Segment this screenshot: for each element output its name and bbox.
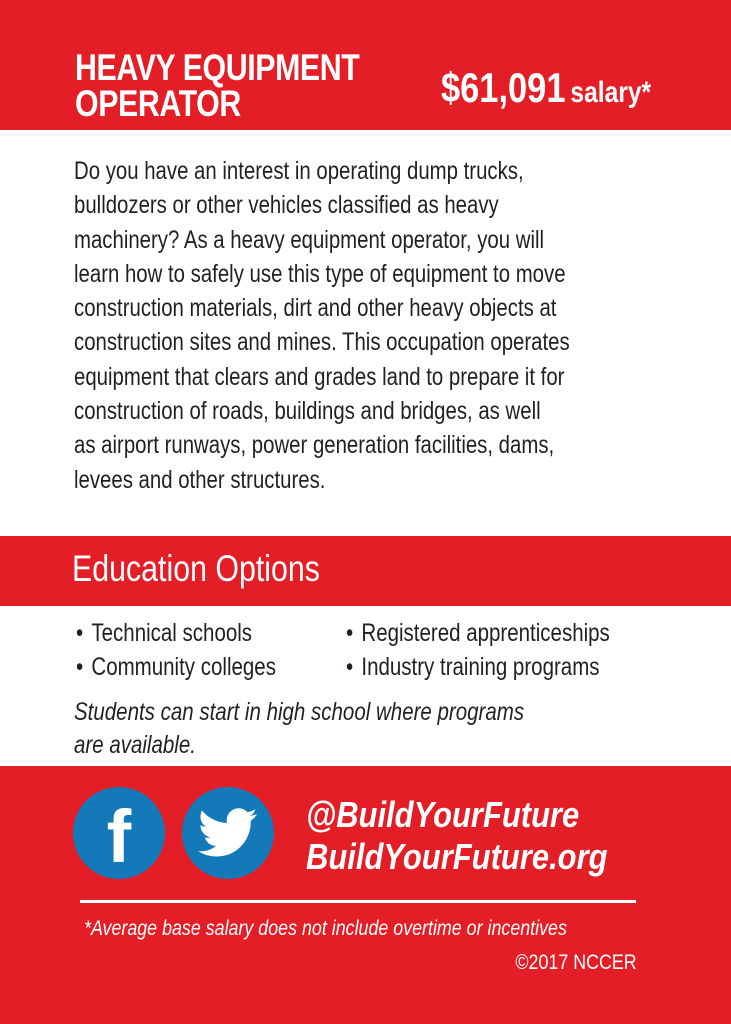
list-item: [346, 618, 610, 648]
salary-label: salary*: [570, 76, 652, 109]
description-line: construction of roads, buildings and bridges, as well: [74, 397, 541, 426]
education-option: Technical schools: [91, 619, 253, 647]
facebook-icon[interactable]: [73, 787, 165, 879]
salary-disclaimer: *Average base salary does not include overtime or incentives: [84, 917, 567, 940]
description-line: machinery? As a heavy equipment operator, you will: [74, 225, 545, 254]
list-item: [76, 618, 252, 648]
twitter-bird-glyph: [198, 807, 258, 859]
note-line: are available.: [74, 731, 196, 759]
description-line: as airport runways, power generation facilities, dams,: [74, 431, 555, 460]
twitter-icon[interactable]: [182, 787, 274, 879]
bullet-dot: •: [76, 653, 84, 681]
title-line-2: OPERATOR: [75, 83, 241, 124]
title-line-1: HEAVY EQUIPMENT: [75, 47, 360, 88]
description-line: construction sites and mines. This occupation operates: [74, 328, 570, 357]
list-item: [76, 652, 276, 682]
copyright: ©2017 NCCER: [515, 951, 637, 974]
education-option: Registered apprenticeships: [361, 619, 610, 647]
salary: [441, 64, 651, 112]
description-line: bulldozers or other vehicles classified as heavy: [74, 191, 499, 220]
bullet-dot: •: [346, 653, 354, 681]
note-line: Students can start in high school where programs: [74, 698, 525, 726]
bullet-dot: •: [346, 619, 354, 647]
page-title: [75, 47, 360, 124]
website-link[interactable]: BuildYourFuture.org: [306, 836, 608, 877]
social-handle[interactable]: @BuildYourFuture: [306, 794, 580, 835]
description-line: levees and other structures.: [74, 465, 326, 494]
education-note: [74, 696, 524, 762]
education-option: Community colleges: [91, 653, 276, 681]
description-line: learn how to safely use this type of equipment to move: [74, 259, 566, 288]
description-line: Do you have an interest in operating dump trucks,: [74, 157, 524, 185]
list-item: [346, 652, 600, 682]
description-line: equipment that clears and grades land to prepare it for: [74, 362, 565, 391]
facebook-f-glyph: f: [106, 795, 132, 878]
education-heading: Education Options: [72, 548, 320, 589]
description: [74, 154, 645, 497]
description-line: construction materials, dirt and other heavy objects at: [74, 294, 557, 323]
salary-amount: $61,091: [441, 64, 566, 111]
education-option: Industry training programs: [361, 653, 600, 681]
bullet-dot: •: [76, 619, 84, 647]
footer-divider: [80, 900, 636, 903]
